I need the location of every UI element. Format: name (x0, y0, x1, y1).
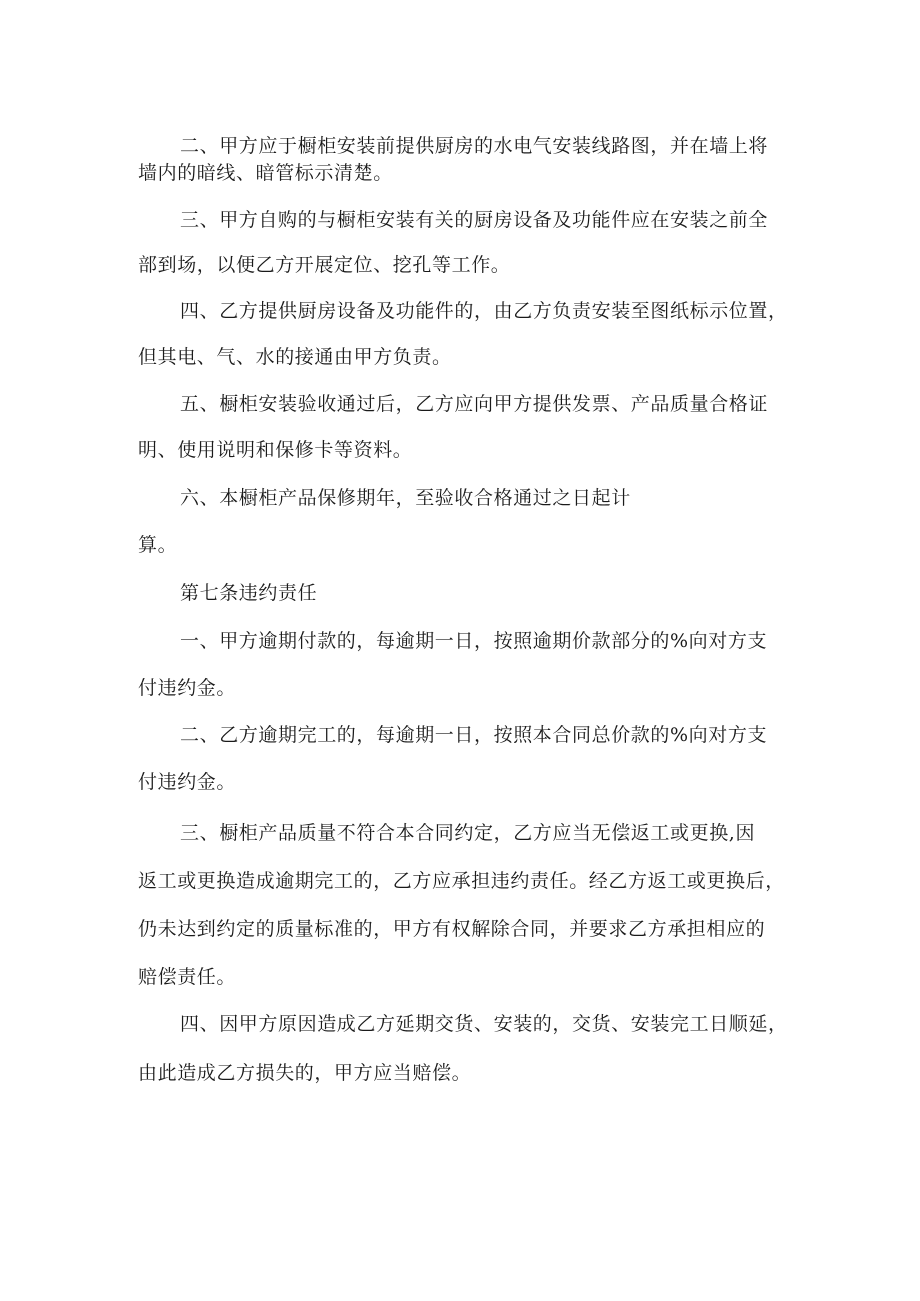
text-line: 赔偿责任。 (138, 966, 237, 988)
text-line: 部到场，以便乙方开展定位、挖孔等工作。 (138, 254, 511, 276)
text-line: 由此造成乙方损失的，甲方应当赔偿。 (138, 1062, 472, 1084)
text-line: 三、橱柜产品质量不符合本合同约定，乙方应当无偿返工或更换,因 (180, 822, 756, 844)
text-line: 返工或更换造成逾期完工的，乙方应承担违约责任。经乙方返工或更换后， (138, 870, 785, 892)
text-line: 三、甲方自购的与橱柜安装有关的厨房设备及功能件应在安装之前全 (180, 209, 769, 231)
text-line: 但其电、气、水的接通由甲方负责。 (138, 346, 452, 368)
text-line: 四、因甲方原因造成乙方延期交货、安装的，交货、安装完工日顺延， (180, 1013, 788, 1035)
text-line: 付违约金。 (138, 677, 237, 699)
text-line: 二、乙方逾期完工的，每逾期一日，按照本合同总价款的%向对方支 (180, 724, 768, 746)
text-line: 付违约金。 (138, 771, 237, 793)
text-line: 明、使用说明和保修卡等资料。 (138, 439, 413, 461)
text-line: 五、橱柜安装验收通过后，乙方应向甲方提供发票、产品质量合格证 (180, 393, 769, 415)
text-line: 六、本橱柜产品保修期年，至验收合格通过之日起计 (180, 487, 631, 509)
text-line: 一、甲方逾期付款的，每逾期一日，按照逾期价款部分的%向对方支 (180, 630, 768, 652)
text-line: 二、甲方应于橱柜安装前提供厨房的水电气安装线路图，并在墙上将 (180, 135, 769, 157)
text-line: 算。 (138, 534, 178, 556)
text-line: 四、乙方提供厨房设备及功能件的，由乙方负责安装至图纸标示位置， (180, 300, 788, 322)
section-heading: 第七条违约责任 (180, 582, 318, 604)
text-line: 仍未达到约定的质量标准的，甲方有权解除合同，并要求乙方承担相应的 (138, 918, 766, 940)
text-line: 墙内的暗线、暗管标示清楚。 (138, 162, 393, 184)
